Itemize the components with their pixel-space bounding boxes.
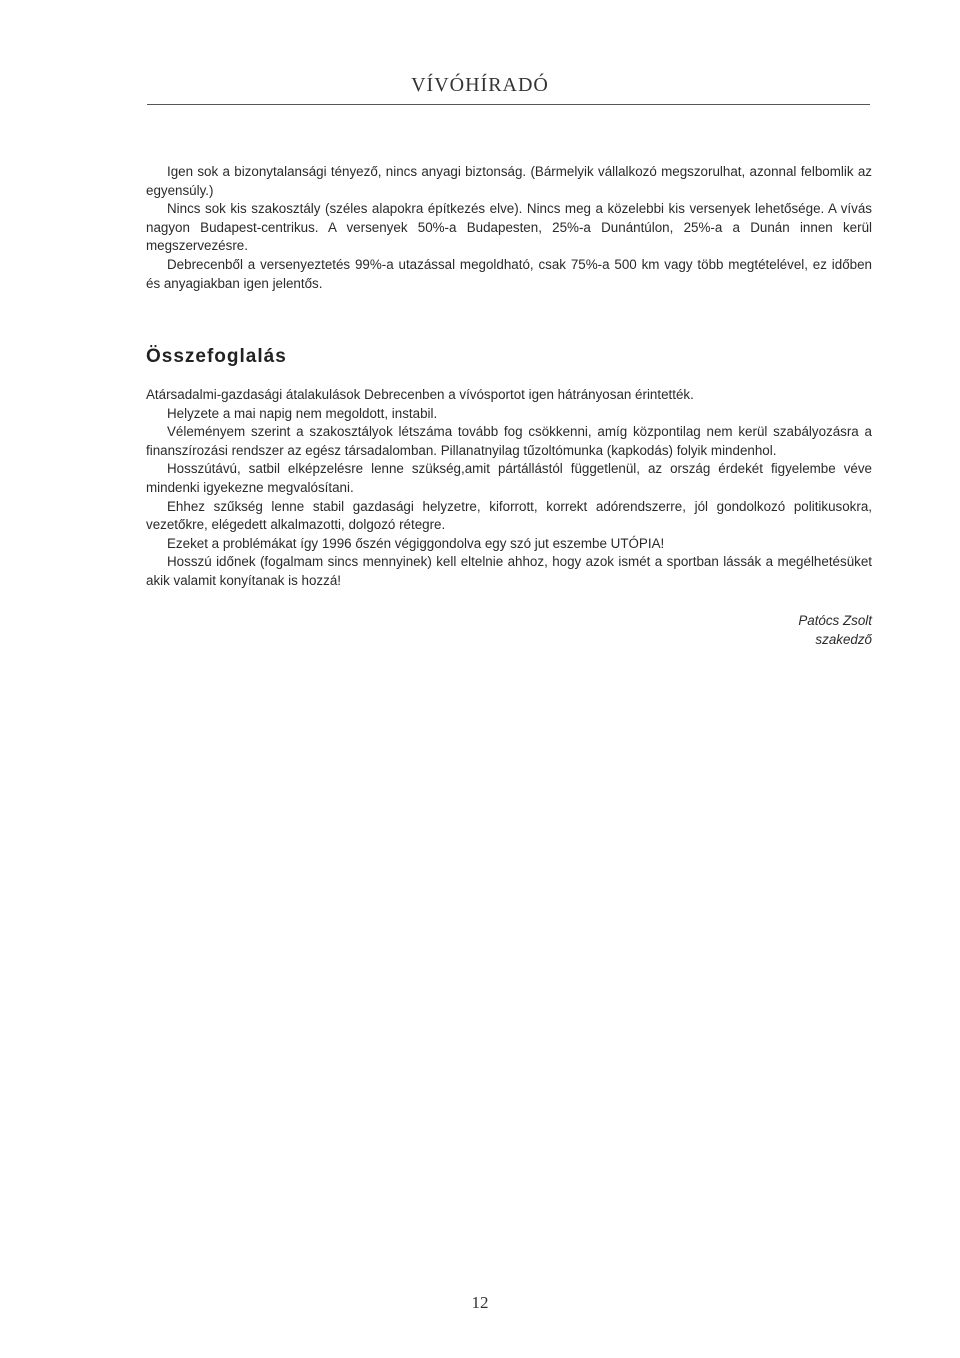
body-paragraph: Igen sok a bizonytalansági tényező, nincs anyagi biztonság. (Bármelyik vállalkozó megszorulhat, azonnal felbomlik az egyensúly.) <box>146 164 872 198</box>
body-paragraph: Hosszútávú, satbil elképzelésre lenne szükség,amit pártállástól függetlenül, az ország érdekét figyelembe véve mindenki igyekezne megvalósítani. <box>146 461 872 495</box>
body-paragraph: Debrecenből a versenyeztetés 99%-a utazással megoldható, csak 75%-a 500 km vagy több megtételével, ez időben és anyagiakban igen jelentős. <box>146 256 872 291</box>
body-paragraph: Nincs sok kis szakosztály (széles alapokra építkezés elve). Nincs meg a közelebbi kis versenyek lehetősége. A vívás nagyon Budapest-centrikus. A versenyek 50%-a Budapesten, 25%-a Dunántúlon, 25%-a a Dunán innen kerül megszervezésre. <box>146 201 872 254</box>
section-heading: Összefoglalás <box>146 346 287 367</box>
body-paragraph: Ezeket a problémákat így 1996 őszén végiggondolva egy szó jut eszembe UTÓPIA! <box>167 535 665 551</box>
page-number: 12 <box>471 1293 489 1312</box>
body-paragraph: Hosszú időnek (fogalmam sincs mennyinek) kell eltelnie ahhoz, hogy azok ismét a sportban lássák a megélhetésüket akik valamit konyítanak is hozzá! <box>146 554 872 588</box>
author-name: Patócs Zsolt <box>798 613 872 628</box>
body-paragraph: Atársadalmi-gazdasági átalakulások Debrecenben a vívósportot igen hátrányosan érintették. <box>146 387 694 402</box>
body-paragraph: Helyzete a mai napig nem megoldott, instabil. <box>167 405 438 421</box>
body-paragraph: Véleményem szerint a szakosztályok létszáma tovább fog csökkenni, amíg központilag nem kerül szabályozásra a finanszírozási rendszer az egész társadalomban. Pillanatnyilag tűzoltómunka (kapkodás) folyik mindenhol. <box>146 424 872 458</box>
body-paragraph: Ehhez szűkség lenne stabil gazdasági helyzetre, kiforrott, korrekt adórendszerre, jól gondolkozó politikusokra, vezetőkre, elégedett alkalmazotti, dolgozó rétegre. <box>146 498 872 533</box>
author-role: szakedző <box>815 631 872 647</box>
signature-block <box>146 612 872 649</box>
running-head: VÍVÓHÍRADÓ <box>411 74 549 96</box>
intro-section <box>146 163 872 293</box>
header-rule <box>147 104 870 105</box>
summary-section <box>146 386 872 591</box>
